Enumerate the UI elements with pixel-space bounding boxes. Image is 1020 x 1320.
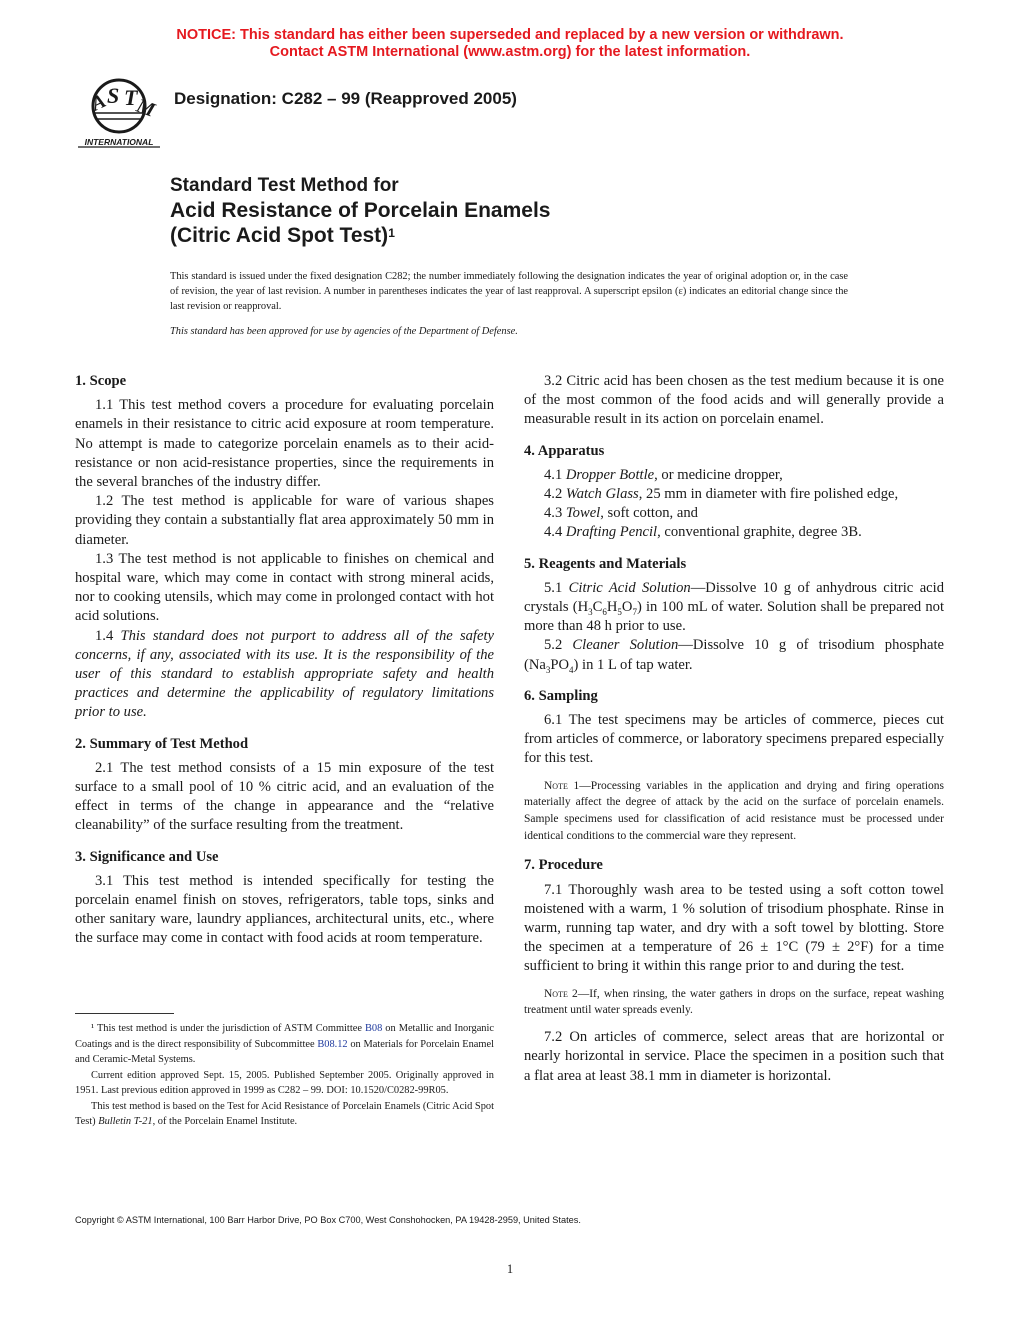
svg-text:M: M — [133, 94, 158, 122]
notice-line-1: NOTICE: This standard has either been superseded and replaced by a new version or withdrawn. — [176, 27, 844, 43]
apparatus-item-text: , 25 mm in diameter with fire polished edge, — [638, 486, 899, 503]
title-line-3-text: (Citric Acid Spot Test) — [170, 224, 389, 247]
apparatus-item — [524, 466, 944, 485]
apparatus-item-text: , conventional graphite, degree 3B. — [657, 524, 862, 541]
apparatus-item — [524, 485, 944, 504]
paragraph-1-4-number: 1.4 — [95, 627, 121, 644]
section-heading-significance: 3. Significance and Use — [75, 848, 219, 865]
paragraph-5-2-text: —Dissolve 10 g of trisodium phosphate (Na — [524, 637, 944, 673]
footnotes — [75, 1021, 494, 1130]
paragraph-1-3: 1.3 The test method is not applicable to finishes on chemical and hospital ware, which may come in contact with strong mineral acids, nor to cooking utensils, which may come in prolonged contact with hot acid solutions. — [75, 550, 494, 625]
footnote-3 — [75, 1099, 494, 1130]
apparatus-item — [524, 504, 944, 523]
apparatus-item-name: Towel — [565, 505, 601, 522]
paragraph-2-1: 2.1 The test method consists of a 15 min exposure of the test surface to a small pool of 10 % citric acid, and an evaluation of the effect in terms of the change in appearance and the “relative cleanability” of the surface resulting from the treatment. — [75, 759, 494, 834]
footnote-divider — [75, 1013, 174, 1014]
apparatus-item-number: 4.4 — [544, 524, 566, 541]
paragraph-5-1-number: 5.1 — [544, 579, 569, 596]
apparatus-item — [524, 523, 944, 542]
apparatus-item-name: Drafting Pencil — [565, 524, 658, 541]
svg-text:T: T — [124, 85, 138, 110]
note-2 — [524, 986, 944, 1019]
paragraph-5-2-name: Cleaner Solution — [572, 637, 679, 654]
footnote-3-text: , of the Porcelain Enamel Institute. — [152, 1116, 298, 1127]
paragraph-5-1-text: —Dissolve 10 g of anhydrous citric acid crystals (H — [524, 579, 945, 616]
section-heading-sampling: 6. Sampling — [524, 687, 598, 704]
formula-subscript: 3 — [588, 606, 593, 617]
footnote-1-text: on Materials for Porcelain Enamel and Ceramic-Metal Systems. — [75, 1038, 494, 1065]
svg-text:A: A — [87, 89, 110, 116]
logo-caption: INTERNATIONAL — [84, 137, 154, 147]
paragraph-5-1-text: ) in 100 mL of water. Solution shall be prepared not more than 48 h prior to use. — [524, 599, 944, 635]
footnote-2: Current edition approved Sept. 15, 2005. Published September 2005. Originally approved in 1951. Last previous edition approved in 1999 as C282 – 99. DOI: 10.1520/C0282-99R05. — [75, 1069, 494, 1096]
section-heading-scope: 1. Scope — [75, 373, 127, 389]
formula-element: H — [606, 599, 618, 616]
title-footnote-mark: 1 — [388, 226, 395, 240]
notice-line-2: Contact ASTM International (www.astm.org) for the latest information. — [269, 44, 751, 60]
title-line-2: Acid Resistance of Porcelain Enamels — [170, 199, 551, 222]
section-heading-reagents: 5. Reagents and Materials — [524, 555, 687, 572]
paragraph-5-1-name: Citric Acid Solution — [568, 579, 691, 596]
subcommittee-link[interactable]: B08.12 — [317, 1038, 348, 1050]
formula-element: C — [592, 599, 603, 616]
paragraph-5-1 — [524, 579, 944, 637]
footnote-1 — [75, 1021, 494, 1068]
astm-logo-icon — [74, 73, 164, 153]
paragraph-1-4 — [75, 627, 494, 723]
apparatus-item-name: Watch Glass — [565, 486, 639, 503]
paragraph-5-2-text: ) in 1 L of tap water. — [573, 656, 693, 673]
note-1-text: —Processing variables in the application and drying and firing operations materially affect the degree of attack by the acid on the surface of porcelain enamels. Sample specimens used for classification of acid resistance must be processed under identical conditions to the commercial ware they represent. — [524, 779, 944, 842]
section-heading-apparatus: 4. Apparatus — [524, 442, 605, 459]
footnote-1-text: on Metallic and Inorganic Coatings and is the direct responsibility of Subcommittee — [75, 1023, 494, 1050]
notice-banner — [0, 27, 1020, 61]
apparatus-item-number: 4.1 — [544, 466, 566, 483]
formula-subscript: 5 — [617, 606, 622, 617]
note-1 — [524, 778, 944, 845]
formula-element: PO — [550, 656, 570, 673]
title-line-1: Standard Test Method for — [170, 175, 399, 196]
footnote-3-text: This test method is based on the Test for Acid Resistance of Porcelain Enamels (Citric Acid Spot Test) — [75, 1100, 494, 1127]
designation: Designation: C282 – 99 (Reapproved 2005) — [174, 89, 517, 108]
approved-note: This standard has been approved for use by agencies of the Department of Defense. — [170, 326, 518, 337]
paragraph-5-2 — [524, 636, 944, 674]
left-column — [75, 372, 494, 949]
issued-note: This standard is issued under the fixed designation C282; the number immediately following the designation indicates the year of original adoption or, in the case of revision, the year of last revision. A number in parentheses indicates the year of last reapproval. A superscript epsilon (ε) indicates an editorial change since the last revision or reapproval. — [170, 271, 848, 312]
formula-subscript: 4 — [569, 664, 574, 675]
document-title — [170, 174, 550, 248]
paragraph-7-1: 7.1 Thoroughly wash area to be tested using a soft cotton towel moistened with a warm, 1 % solution of trisodium phosphate. Rinse in warm, running tap water, and dry with a soft towel by blotting. Store the specimen at a temperature of 26 ± 1°C (79 ± 2°F) for a time sufficient to bring it within this range prior to and during the test. — [524, 881, 944, 975]
apparatus-item-number: 4.3 — [544, 505, 566, 522]
note-2-text: —If, when rinsing, the water gathers in drops on the surface, repeat washing treatment until water spreads evenly. — [524, 987, 944, 1017]
paragraph-7-2: 7.2 On articles of commerce, select areas that are horizontal or nearly horizontal in service. Place the specimen in a position such that a flat area at least 38.1 mm in diameter is horizontal. — [524, 1029, 944, 1084]
paragraph-1-4-text: This standard does not purport to address all of the safety concerns, if any, associated with its use. It is the responsibility of the user of this standard to establish appropriate safety and health practices and determine the applicability of regulatory limitations prior to use. — [75, 627, 494, 721]
note-2-label: Note 2 — [544, 987, 578, 1000]
apparatus-item-name: Dropper Bottle — [565, 466, 655, 483]
title-line-3 — [170, 223, 550, 248]
formula-element: O — [621, 599, 633, 616]
paragraph-1-1: 1.1 This test method covers a procedure for evaluating porcelain enamels in their resistance to citric acid exposure at room temperature. No attempt is made to categorize porcelain enamels as to their acid-resistance or non acid-resistance properties, since the requirements in the several branches of the industry differ. — [75, 397, 494, 491]
section-heading-summary: 2. Summary of Test Method — [75, 735, 249, 752]
footnote-3-bulletin: Bulletin T-21 — [98, 1116, 153, 1127]
paragraph-3-1: 3.1 This test method is intended specifically for testing the porcelain enamel finish on stoves, refrigerators, table tops, sinks and other sanitary ware, laundry appliances, architectural units, etc., where the surface may come in contact with food acids at room temperature. — [75, 872, 494, 947]
committee-link[interactable]: B08 — [364, 1023, 383, 1034]
paragraph-1-2: 1.2 The test method is applicable for ware of various shapes providing they contain a substantially flat area approximately 50 mm in diameter. — [75, 493, 494, 548]
apparatus-item-text: , soft cotton, and — [600, 505, 698, 522]
footnote-1-text: ¹ This test method is under the jurisdiction of ASTM Committee — [91, 1023, 365, 1034]
astm-logo — [74, 73, 164, 153]
formula-subscript: 6 — [602, 606, 607, 617]
paragraph-5-2-number: 5.2 — [544, 637, 573, 654]
section-heading-procedure: 7. Procedure — [524, 857, 603, 874]
paragraph-3-2: 3.2 Citric acid has been chosen as the test medium because it is one of the most common of the food acids and will generally provide a measurable result in its action on porcelain enamel. — [524, 373, 944, 428]
copyright: Copyright © ASTM International, 100 Barr Harbor Drive, PO Box C700, West Conshohocken, PA 19428-2959, United States. — [75, 1215, 581, 1225]
apparatus-item-number: 4.2 — [544, 486, 566, 503]
svg-text:S: S — [107, 83, 120, 108]
right-column — [524, 372, 944, 1086]
note-1-label: Note 1 — [544, 779, 580, 792]
formula-subscript: 7 — [632, 606, 637, 617]
page-number: 1 — [506, 1262, 514, 1276]
paragraph-6-1: 6.1 The test specimens may be articles of commerce, pieces cut from articles of commerce, or laboratory specimens prepared especially for this test. — [524, 712, 944, 767]
formula-subscript: 3 — [545, 664, 551, 675]
apparatus-item-text: , or medicine dropper, — [654, 466, 783, 483]
